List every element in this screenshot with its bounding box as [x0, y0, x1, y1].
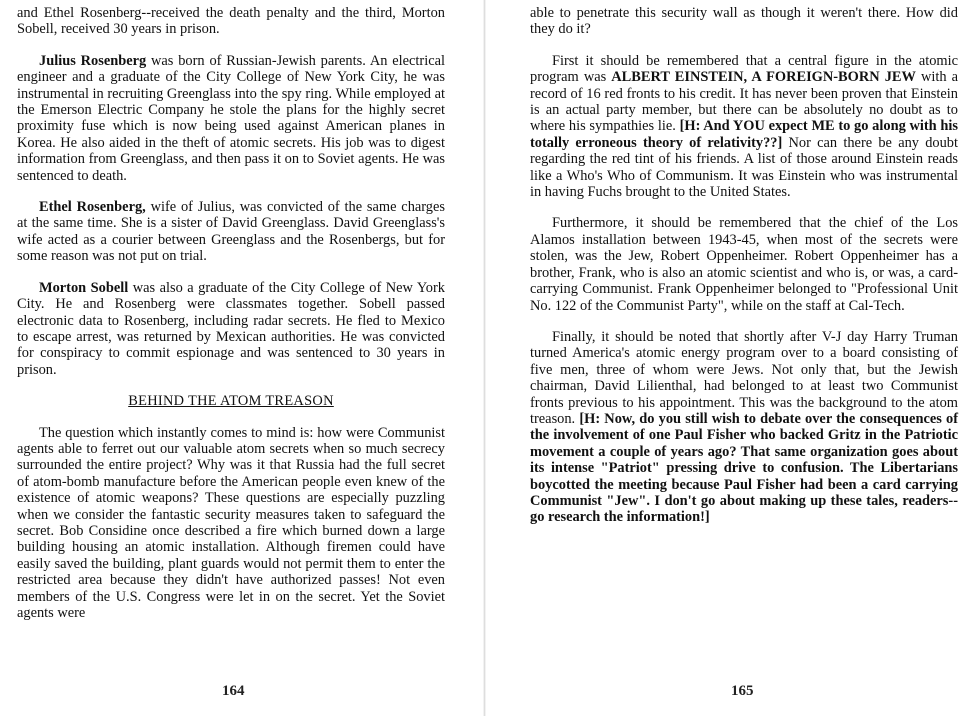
paragraph-text: wife of Julius, was convicted of the same charges at the same time. She is a sister of David Greenglass. David Greenglass's wife acted as a courier between Greenglass and the Rosenbergs, but for some reason was not put on trial.	[17, 199, 445, 265]
lead-name: Morton Sobell	[39, 279, 129, 296]
paragraph-text: was born of Russian-Jewish parents. An electrical engineer and a graduate of the City College of New York City, he was instrumental in recruiting Greenglass into the spy ring. While employed at the Emerson Electric Company he stole the plans for the highly secret proximity fuse which is now being used against American planes in Korea. He also aided in the theft of atomic secrets. His job was to digest information from Greenglass, and then pass it on to Soviet agents. He was sentenced to death.	[17, 52, 445, 184]
paragraph-atom-treason: The question which instantly comes to mind is: how were Communist agents able to ferret out our valuable atom secrets when so much secrecy surrounded the entire project? Why was it that Russia had the full secret of atom-bomb manufacture before the American people even knew of the existence of atomic weapons? These questions are especially puzzling when we consider the fantastic security measures taken to safeguard the secret. Bob Considine once described a fire which burned down a large building housing an atomic installation. Although firemen could have easily saved the building, plant guards would not permit them to enter the restricted area because they didn't have authorized passes! Not even members of the U.S. Congress were let in on the secret. Yet the Soviet agents were	[17, 424, 445, 621]
paragraph-oppenheimer: Furthermore, it should be remembered that the chief of the Los Alamos installation between 1943-45, when most of the secrets were stolen, was the Jew, Robert Oppenheimer. Robert Oppenheimer has a brother, Frank, who is also an atomic scientist and who is, or was, a card-carrying Communist. Frank Oppenheimer belonged to "Professional Unit No. 122 of the Communist Party", while on the staff at Cal-Tech.	[530, 215, 958, 314]
book-gutter	[483, 0, 486, 716]
paragraph-text: Finally, it should be noted that shortly after V-J day Harry Truman turned America's atomic energy program over to a board consisting of five men, three of whom were Jews. Not only that, but the Jewish chairman, David Lilienthal, had belonged to at least two Communist fronts previous to his appointment. This was the background to the atom treason.	[530, 328, 958, 427]
paragraph-morton-sobell	[17, 280, 445, 378]
paragraph-einstein	[530, 53, 958, 201]
left-page	[17, 5, 445, 621]
lead-name: Ethel Rosenberg,	[39, 199, 146, 216]
page-number-right: 165	[731, 683, 754, 699]
editorial-note: [H: And YOU expect ME to go along with his totally erroneous theory of relativity??]	[530, 118, 958, 151]
lead-name: Julius Rosenberg	[39, 52, 147, 69]
editorial-note: [H: Now, do you still wish to debate over the consequences of the involvement of one Paul Fisher who backed Gritz in the Patriotic movement a couple of years ago? That same organization goes about its intense "Patriot" pressing drive to confusion. The Libertarians boycotted the meeting because Paul Fisher had been a card carrying Communist "Jew". I don't go about making up these tales, readers--go research the information!]	[530, 410, 958, 526]
paragraph-continuation: and Ethel Rosenberg--received the death penalty and the third, Morton Sobell, received 30 years in prison.	[17, 5, 445, 38]
paragraph-text: was also a graduate of the City College of New York City. He and Rosenberg were classmates together. Sobell passed electronic data to Rosenberg, including radar secrets. He fled to Mexico to escape arrest, was returned by Mexican authorities. He was convicted for conspiracy to commit espionage and was sentenced to 30 years in prison.	[17, 279, 445, 378]
page-number-left: 164	[222, 683, 245, 699]
bold-text: ALBERT EINSTEIN, A FOREIGN-BORN JEW	[611, 69, 916, 86]
paragraph-text: Nor can there be any doubt regarding the red tint of his friends. A list of those around Einstein reads like a Who's Who of Communism. It was Einstein who was instrumental in having Fuchs brought to the United States.	[530, 134, 959, 201]
right-page	[530, 5, 958, 526]
paragraph-ethel-rosenberg	[17, 199, 445, 265]
paragraph-julius-rosenberg	[17, 53, 445, 184]
paragraph-truman	[530, 329, 958, 526]
paragraph-text: First it should be remembered that a central figure in the atomic program was	[530, 52, 958, 86]
section-heading: BEHIND THE ATOM TREASON	[128, 393, 334, 410]
paragraph-continuation: able to penetrate this security wall as though it weren't there. How did they do it?	[530, 5, 958, 38]
paragraph-text: with a record of 16 red fronts to his credit. It has never been proven that Einstein is an actual party member, but there can be absolutely no doubt as to where his sympathies lie.	[530, 69, 959, 135]
